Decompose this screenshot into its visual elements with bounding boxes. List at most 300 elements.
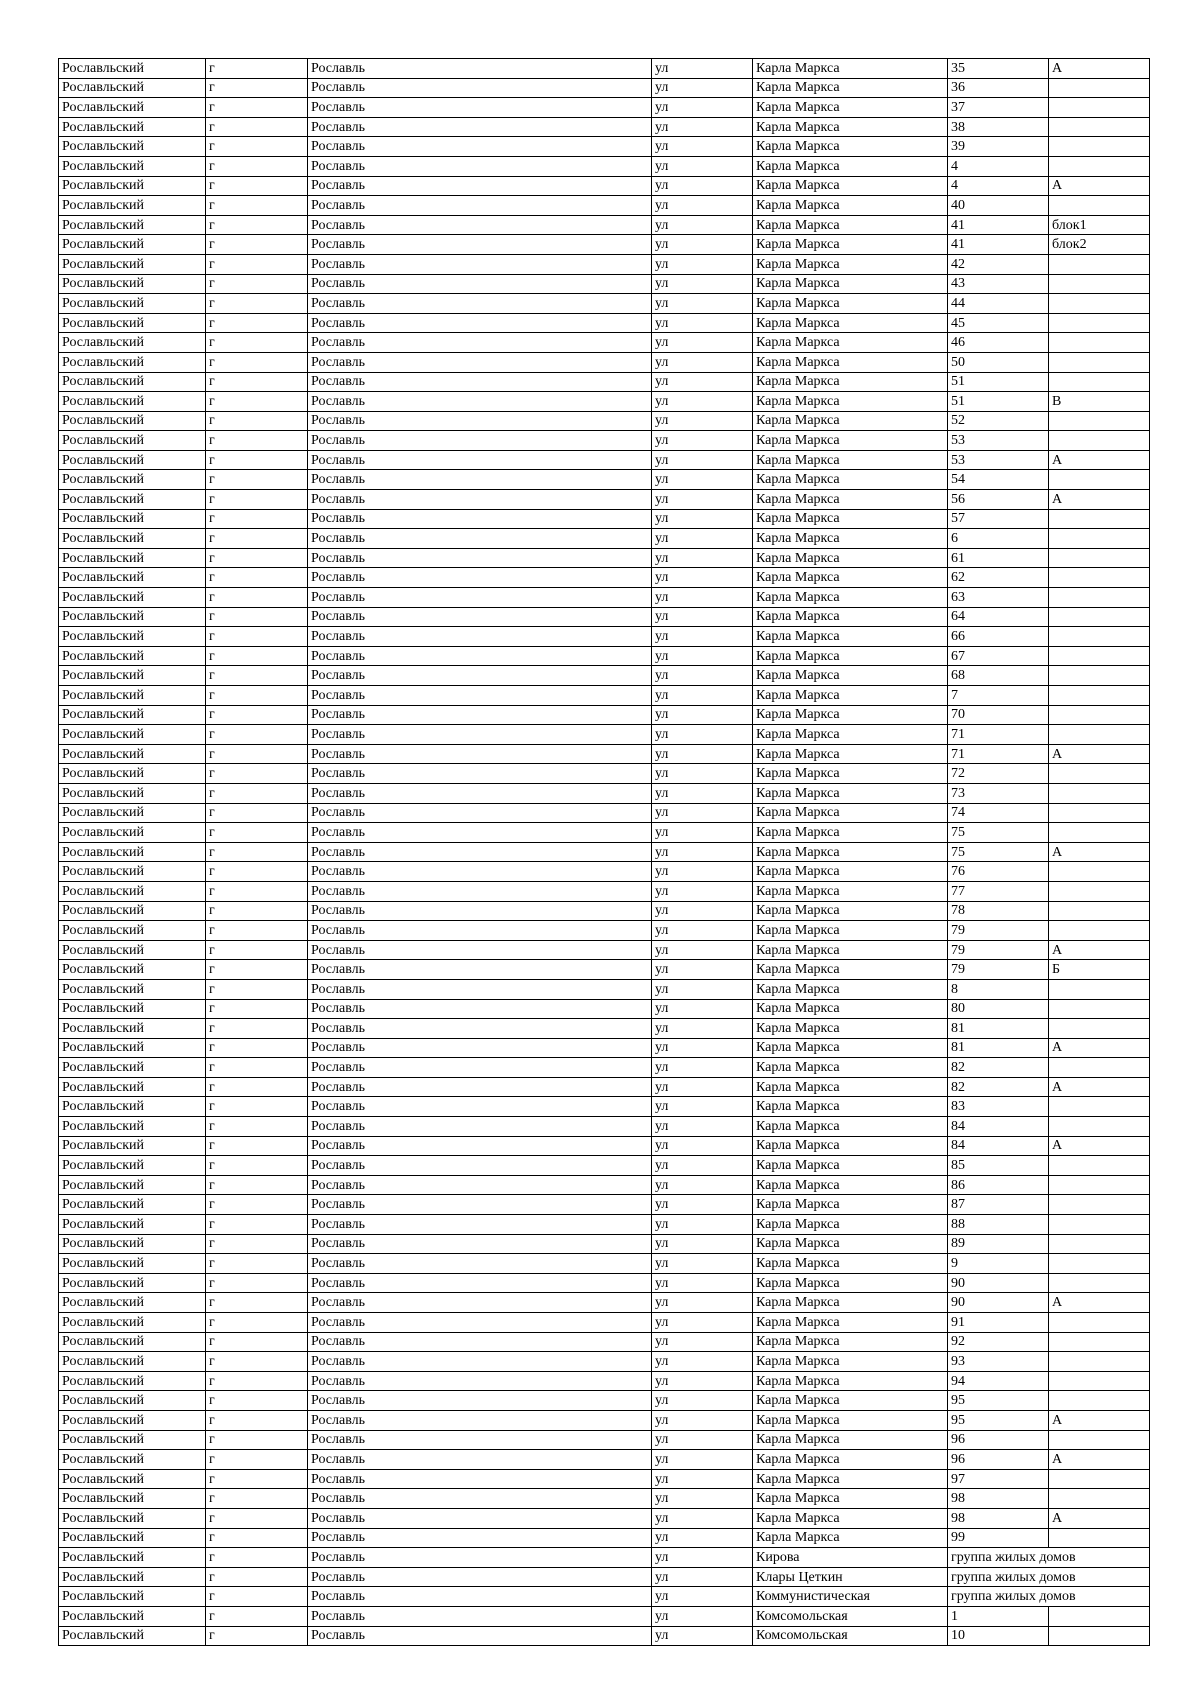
street-name-cell: Карла Маркса [753, 686, 948, 706]
street-name-cell: Карла Маркса [753, 1508, 948, 1528]
house-number-cell: 83 [948, 1097, 1049, 1117]
house-number-cell: 37 [948, 98, 1049, 118]
building-suffix-cell [1049, 156, 1150, 176]
settlement-type-cell: г [206, 490, 308, 510]
address-table-body [59, 59, 1150, 1646]
street-type-cell: ул [652, 1489, 753, 1509]
settlement-name-cell: Рославль [308, 607, 652, 627]
settlement-name-cell: Рославль [308, 705, 652, 725]
settlement-type-cell: г [206, 1293, 308, 1313]
settlement-type-cell: г [206, 1156, 308, 1176]
street-type-cell: ул [652, 921, 753, 941]
street-name-cell: Карла Маркса [753, 1528, 948, 1548]
street-type-cell: ул [652, 1019, 753, 1039]
table-row [59, 1430, 1150, 1450]
house-number-cell: 98 [948, 1508, 1049, 1528]
settlement-type-cell: г [206, 1313, 308, 1333]
street-name-cell: Карла Маркса [753, 823, 948, 843]
district-cell: Рославльский [59, 529, 206, 549]
table-row [59, 137, 1150, 157]
building-suffix-cell: А [1049, 1410, 1150, 1430]
street-name-cell: Карла Маркса [753, 783, 948, 803]
settlement-type-cell: г [206, 1567, 308, 1587]
district-cell: Рославльский [59, 783, 206, 803]
street-name-cell: Карла Маркса [753, 1430, 948, 1450]
building-suffix-cell [1049, 862, 1150, 882]
settlement-type-cell: г [206, 783, 308, 803]
street-name-cell: Комсомольская [753, 1626, 948, 1646]
district-cell: Рославльский [59, 117, 206, 137]
street-name-cell: Комсомольская [753, 1606, 948, 1626]
settlement-type-cell: г [206, 313, 308, 333]
street-type-cell: ул [652, 1156, 753, 1176]
table-row [59, 411, 1150, 431]
table-row [59, 1234, 1150, 1254]
street-name-cell: Карла Маркса [753, 1352, 948, 1372]
district-cell: Рославльский [59, 1215, 206, 1235]
house-number-cell: 41 [948, 215, 1049, 235]
building-suffix-cell [1049, 196, 1150, 216]
street-type-cell: ул [652, 372, 753, 392]
settlement-name-cell: Рославль [308, 352, 652, 372]
street-name-cell: Карла Маркса [753, 1254, 948, 1274]
settlement-type-cell: г [206, 156, 308, 176]
settlement-name-cell: Рославль [308, 529, 652, 549]
table-row [59, 1528, 1150, 1548]
settlement-type-cell: г [206, 881, 308, 901]
house-number-cell: группа жилых домов [948, 1548, 1150, 1568]
street-name-cell: Карла Маркса [753, 842, 948, 862]
building-suffix-cell [1049, 1097, 1150, 1117]
house-number-cell: 89 [948, 1234, 1049, 1254]
house-number-cell: 95 [948, 1410, 1049, 1430]
street-type-cell: ул [652, 176, 753, 196]
street-name-cell: Карла Маркса [753, 881, 948, 901]
building-suffix-cell: А [1049, 1293, 1150, 1313]
settlement-type-cell: г [206, 1136, 308, 1156]
settlement-name-cell: Рославль [308, 78, 652, 98]
district-cell: Рославльский [59, 686, 206, 706]
settlement-name-cell: Рославль [308, 1077, 652, 1097]
district-cell: Рославльский [59, 1430, 206, 1450]
house-number-cell: 73 [948, 783, 1049, 803]
street-name-cell: Карла Маркса [753, 1489, 948, 1509]
district-cell: Рославльский [59, 156, 206, 176]
district-cell: Рославльский [59, 1313, 206, 1333]
street-name-cell: Карла Маркса [753, 1156, 948, 1176]
settlement-name-cell: Рославль [308, 764, 652, 784]
table-row [59, 1410, 1150, 1430]
table-row [59, 352, 1150, 372]
building-suffix-cell: А [1049, 1136, 1150, 1156]
settlement-name-cell: Рославль [308, 509, 652, 529]
street-type-cell: ул [652, 548, 753, 568]
street-name-cell: Карла Маркса [753, 294, 948, 314]
house-number-cell: 50 [948, 352, 1049, 372]
street-type-cell: ул [652, 294, 753, 314]
table-row [59, 450, 1150, 470]
building-suffix-cell [1049, 1626, 1150, 1646]
district-cell: Рославльский [59, 979, 206, 999]
building-suffix-cell [1049, 1215, 1150, 1235]
street-name-cell: Карла Маркса [753, 901, 948, 921]
settlement-name-cell: Рославль [308, 1038, 652, 1058]
settlement-name-cell: Рославль [308, 1254, 652, 1274]
settlement-type-cell: г [206, 1038, 308, 1058]
settlement-name-cell: Рославль [308, 176, 652, 196]
settlement-type-cell: г [206, 862, 308, 882]
district-cell: Рославльский [59, 1273, 206, 1293]
house-number-cell: 75 [948, 823, 1049, 843]
district-cell: Рославльский [59, 940, 206, 960]
street-name-cell: Карла Маркса [753, 274, 948, 294]
house-number-cell: 43 [948, 274, 1049, 294]
settlement-type-cell: г [206, 1077, 308, 1097]
table-row [59, 803, 1150, 823]
settlement-name-cell: Рославль [308, 1293, 652, 1313]
table-row [59, 783, 1150, 803]
house-number-cell: 57 [948, 509, 1049, 529]
settlement-name-cell: Рославль [308, 1234, 652, 1254]
settlement-type-cell: г [206, 568, 308, 588]
district-cell: Рославльский [59, 1391, 206, 1411]
table-row [59, 1215, 1150, 1235]
building-suffix-cell [1049, 823, 1150, 843]
district-cell: Рославльский [59, 1234, 206, 1254]
building-suffix-cell [1049, 333, 1150, 353]
table-row [59, 1097, 1150, 1117]
settlement-type-cell: г [206, 1019, 308, 1039]
house-number-cell: 96 [948, 1430, 1049, 1450]
building-suffix-cell [1049, 294, 1150, 314]
house-number-cell: 93 [948, 1352, 1049, 1372]
table-row [59, 1606, 1150, 1626]
settlement-type-cell: г [206, 1273, 308, 1293]
district-cell: Рославльский [59, 548, 206, 568]
table-row [59, 1332, 1150, 1352]
building-suffix-cell [1049, 1391, 1150, 1411]
district-cell: Рославльский [59, 1332, 206, 1352]
building-suffix-cell [1049, 686, 1150, 706]
settlement-type-cell: г [206, 196, 308, 216]
house-number-cell: 66 [948, 627, 1049, 647]
street-name-cell: Карла Маркса [753, 254, 948, 274]
building-suffix-cell [1049, 1606, 1150, 1626]
district-cell: Рославльский [59, 901, 206, 921]
table-row [59, 1077, 1150, 1097]
settlement-type-cell: г [206, 548, 308, 568]
street-type-cell: ул [652, 411, 753, 431]
settlement-type-cell: г [206, 294, 308, 314]
settlement-name-cell: Рославль [308, 411, 652, 431]
district-cell: Рославльский [59, 1371, 206, 1391]
street-type-cell: ул [652, 607, 753, 627]
settlement-name-cell: Рославль [308, 1215, 652, 1235]
building-suffix-cell [1049, 352, 1150, 372]
district-cell: Рославльский [59, 196, 206, 216]
settlement-name-cell: Рославль [308, 1587, 652, 1607]
street-type-cell: ул [652, 666, 753, 686]
settlement-type-cell: г [206, 509, 308, 529]
building-suffix-cell [1049, 137, 1150, 157]
street-name-cell: Карла Маркса [753, 960, 948, 980]
settlement-type-cell: г [206, 1234, 308, 1254]
building-suffix-cell [1049, 568, 1150, 588]
table-row [59, 568, 1150, 588]
settlement-type-cell: г [206, 1332, 308, 1352]
settlement-type-cell: г [206, 215, 308, 235]
street-type-cell: ул [652, 979, 753, 999]
building-suffix-cell [1049, 1332, 1150, 1352]
district-cell: Рославльский [59, 1606, 206, 1626]
building-suffix-cell: А [1049, 1077, 1150, 1097]
street-type-cell: ул [652, 725, 753, 745]
street-type-cell: ул [652, 1136, 753, 1156]
building-suffix-cell [1049, 1352, 1150, 1372]
settlement-name-cell: Рославль [308, 881, 652, 901]
street-type-cell: ул [652, 1313, 753, 1333]
street-type-cell: ул [652, 1528, 753, 1548]
table-row [59, 470, 1150, 490]
street-name-cell: Карла Маркса [753, 333, 948, 353]
district-cell: Рославльский [59, 1528, 206, 1548]
street-name-cell: Карла Маркса [753, 156, 948, 176]
street-name-cell: Карла Маркса [753, 117, 948, 137]
district-cell: Рославльский [59, 921, 206, 941]
settlement-type-cell: г [206, 1352, 308, 1372]
table-row [59, 156, 1150, 176]
settlement-name-cell: Рославль [308, 392, 652, 412]
settlement-type-cell: г [206, 274, 308, 294]
table-row [59, 313, 1150, 333]
settlement-type-cell: г [206, 431, 308, 451]
street-name-cell: Карла Маркса [753, 1195, 948, 1215]
house-number-cell: 95 [948, 1391, 1049, 1411]
house-number-cell: 76 [948, 862, 1049, 882]
settlement-name-cell: Рославль [308, 137, 652, 157]
street-type-cell: ул [652, 1352, 753, 1372]
house-number-cell: 64 [948, 607, 1049, 627]
house-number-cell: 90 [948, 1273, 1049, 1293]
building-suffix-cell [1049, 607, 1150, 627]
settlement-type-cell: г [206, 803, 308, 823]
street-name-cell: Карла Маркса [753, 1450, 948, 1470]
table-row [59, 705, 1150, 725]
street-name-cell: Карла Маркса [753, 490, 948, 510]
settlement-name-cell: Рославль [308, 548, 652, 568]
house-number-cell: 77 [948, 881, 1049, 901]
building-suffix-cell [1049, 999, 1150, 1019]
district-cell: Рославльский [59, 1058, 206, 1078]
street-name-cell: Карла Маркса [753, 509, 948, 529]
house-number-cell: 99 [948, 1528, 1049, 1548]
street-name-cell: Клары Цеткин [753, 1567, 948, 1587]
settlement-type-cell: г [206, 1254, 308, 1274]
building-suffix-cell [1049, 254, 1150, 274]
district-cell: Рославльский [59, 98, 206, 118]
street-name-cell: Карла Маркса [753, 627, 948, 647]
street-name-cell: Карла Маркса [753, 744, 948, 764]
house-number-cell: 67 [948, 646, 1049, 666]
settlement-name-cell: Рославль [308, 1548, 652, 1568]
street-name-cell: Карла Маркса [753, 1469, 948, 1489]
building-suffix-cell [1049, 1313, 1150, 1333]
district-cell: Рославльский [59, 764, 206, 784]
street-name-cell: Карла Маркса [753, 78, 948, 98]
building-suffix-cell [1049, 921, 1150, 941]
street-type-cell: ул [652, 705, 753, 725]
street-name-cell: Карла Маркса [753, 1273, 948, 1293]
street-type-cell: ул [652, 1391, 753, 1411]
district-cell: Рославльский [59, 1175, 206, 1195]
street-name-cell: Карла Маркса [753, 470, 948, 490]
house-number-cell: 82 [948, 1077, 1049, 1097]
house-number-cell: 36 [948, 78, 1049, 98]
settlement-name-cell: Рославль [308, 98, 652, 118]
building-suffix-cell: А [1049, 59, 1150, 79]
house-number-cell: 52 [948, 411, 1049, 431]
settlement-name-cell: Рославль [308, 1469, 652, 1489]
table-row [59, 921, 1150, 941]
house-number-cell: 9 [948, 1254, 1049, 1274]
street-type-cell: ул [652, 215, 753, 235]
street-type-cell: ул [652, 1410, 753, 1430]
settlement-name-cell: Рославль [308, 901, 652, 921]
house-number-cell: 4 [948, 156, 1049, 176]
address-table [58, 58, 1150, 1646]
settlement-name-cell: Рославль [308, 1606, 652, 1626]
street-type-cell: ул [652, 1077, 753, 1097]
table-row [59, 274, 1150, 294]
district-cell: Рославльский [59, 999, 206, 1019]
street-name-cell: Карла Маркса [753, 1097, 948, 1117]
street-type-cell: ул [652, 568, 753, 588]
street-name-cell: Карла Маркса [753, 215, 948, 235]
table-row [59, 1293, 1150, 1313]
settlement-name-cell: Рославль [308, 254, 652, 274]
settlement-type-cell: г [206, 254, 308, 274]
settlement-name-cell: Рославль [308, 1410, 652, 1430]
settlement-name-cell: Рославль [308, 333, 652, 353]
district-cell: Рославльский [59, 862, 206, 882]
settlement-name-cell: Рославль [308, 725, 652, 745]
table-row [59, 117, 1150, 137]
house-number-cell: 74 [948, 803, 1049, 823]
street-type-cell: ул [652, 1273, 753, 1293]
settlement-name-cell: Рославль [308, 862, 652, 882]
house-number-cell: 4 [948, 176, 1049, 196]
building-suffix-cell [1049, 372, 1150, 392]
street-type-cell: ул [652, 764, 753, 784]
street-name-cell: Карла Маркса [753, 372, 948, 392]
building-suffix-cell [1049, 1528, 1150, 1548]
settlement-name-cell: Рославль [308, 1567, 652, 1587]
settlement-name-cell: Рославль [308, 744, 652, 764]
house-number-cell: 39 [948, 137, 1049, 157]
building-suffix-cell [1049, 725, 1150, 745]
house-number-cell: 88 [948, 1215, 1049, 1235]
street-type-cell: ул [652, 1606, 753, 1626]
table-row [59, 1587, 1150, 1607]
house-number-cell: 72 [948, 764, 1049, 784]
settlement-name-cell: Рославль [308, 274, 652, 294]
district-cell: Рославльский [59, 392, 206, 412]
district-cell: Рославльский [59, 1097, 206, 1117]
street-type-cell: ул [652, 509, 753, 529]
street-type-cell: ул [652, 529, 753, 549]
building-suffix-cell [1049, 1234, 1150, 1254]
house-number-cell: 90 [948, 1293, 1049, 1313]
settlement-name-cell: Рославль [308, 1430, 652, 1450]
street-name-cell: Карла Маркса [753, 98, 948, 118]
street-name-cell: Карла Маркса [753, 705, 948, 725]
settlement-name-cell: Рославль [308, 979, 652, 999]
house-number-cell: 82 [948, 1058, 1049, 1078]
district-cell: Рославльский [59, 666, 206, 686]
street-name-cell: Карла Маркса [753, 999, 948, 1019]
street-name-cell: Карла Маркса [753, 1391, 948, 1411]
settlement-type-cell: г [206, 1410, 308, 1430]
settlement-type-cell: г [206, 607, 308, 627]
settlement-name-cell: Рославль [308, 450, 652, 470]
house-number-cell: 97 [948, 1469, 1049, 1489]
street-name-cell: Карла Маркса [753, 862, 948, 882]
street-name-cell: Карла Маркса [753, 411, 948, 431]
settlement-type-cell: г [206, 392, 308, 412]
table-row [59, 823, 1150, 843]
settlement-type-cell: г [206, 823, 308, 843]
street-name-cell: Карла Маркса [753, 1175, 948, 1195]
street-name-cell: Карла Маркса [753, 666, 948, 686]
settlement-name-cell: Рославль [308, 1508, 652, 1528]
building-suffix-cell [1049, 764, 1150, 784]
building-suffix-cell [1049, 1254, 1150, 1274]
district-cell: Рославльский [59, 1469, 206, 1489]
settlement-type-cell: г [206, 1548, 308, 1568]
building-suffix-cell [1049, 1489, 1150, 1509]
settlement-name-cell: Рославль [308, 215, 652, 235]
table-row [59, 1058, 1150, 1078]
street-type-cell: ул [652, 1215, 753, 1235]
house-number-cell: 45 [948, 313, 1049, 333]
building-suffix-cell: А [1049, 842, 1150, 862]
street-type-cell: ул [652, 313, 753, 333]
street-name-cell: Карла Маркса [753, 1136, 948, 1156]
table-row [59, 607, 1150, 627]
district-cell: Рославльский [59, 627, 206, 647]
district-cell: Рославльский [59, 1077, 206, 1097]
building-suffix-cell [1049, 1156, 1150, 1176]
building-suffix-cell: А [1049, 450, 1150, 470]
table-row [59, 196, 1150, 216]
table-row [59, 529, 1150, 549]
table-row [59, 666, 1150, 686]
district-cell: Рославльский [59, 1195, 206, 1215]
district-cell: Рославльский [59, 1548, 206, 1568]
street-name-cell: Карла Маркса [753, 1038, 948, 1058]
street-type-cell: ул [652, 588, 753, 608]
building-suffix-cell [1049, 1430, 1150, 1450]
settlement-name-cell: Рославль [308, 999, 652, 1019]
district-cell: Рославльский [59, 1587, 206, 1607]
district-cell: Рославльский [59, 607, 206, 627]
house-number-cell: 54 [948, 470, 1049, 490]
table-row [59, 392, 1150, 412]
table-row [59, 1469, 1150, 1489]
settlement-name-cell: Рославль [308, 960, 652, 980]
street-type-cell: ул [652, 470, 753, 490]
settlement-type-cell: г [206, 450, 308, 470]
